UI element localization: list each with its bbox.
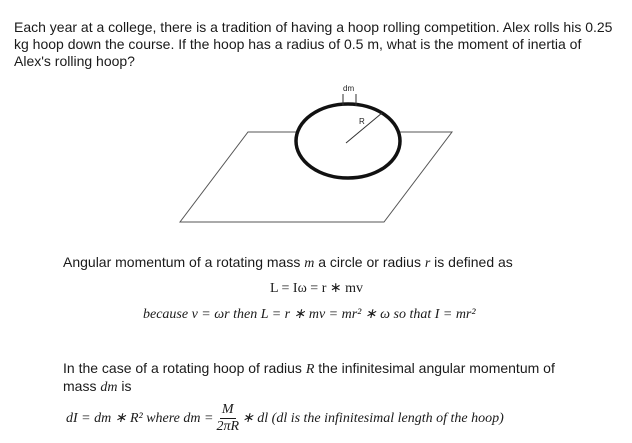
para1-text-b: a circle or radius xyxy=(314,254,425,270)
equation-infinitesimal xyxy=(66,402,504,435)
hoop-infinitesimal-text xyxy=(63,360,583,396)
para1-var-r: r xyxy=(424,256,431,271)
para1-var-m: m xyxy=(304,256,315,271)
equation-angular-momentum: L = Iω = r ∗ mv xyxy=(270,281,363,296)
mass-density-fraction xyxy=(216,402,239,435)
eq3-right: ∗ dl (dl is the infinitesimal length of the hoop) xyxy=(242,411,504,426)
para1-text-a: Angular momentum of a rotating mass xyxy=(63,254,305,270)
angular-momentum-definition xyxy=(63,254,513,272)
para2-var-R: R xyxy=(305,362,315,377)
radius-label: R xyxy=(359,117,365,126)
para2-text-a: In the case of a rotating hoop of radius xyxy=(63,360,306,376)
question-text: Each year at a college, there is a tradition of having a hoop rolling competition. Alex rolls his 0.25 kg hoop down the course. If the hoop has a radius of 0.5 m, what is the moment of inertia of Alex's rolling hoop? xyxy=(14,19,613,69)
eq3-left: dI = dm ∗ R² where dm = xyxy=(66,411,214,426)
para2-var-dm: dm xyxy=(100,380,118,395)
para2-text-c: is xyxy=(117,378,132,394)
para2-text-b: the infinitesimal angular momentum of mass xyxy=(63,360,555,394)
fraction-denominator: 2πR xyxy=(216,419,240,434)
fraction-numerator: M xyxy=(221,402,234,417)
para1-text-c: is defined as xyxy=(430,254,513,270)
dm-label: dm xyxy=(343,84,355,93)
equation-moment-of-inertia: because v = ωr then L = r ∗ mv = mr² ∗ ω so that I = mr² xyxy=(143,307,476,322)
hoop-diagram xyxy=(0,80,632,230)
